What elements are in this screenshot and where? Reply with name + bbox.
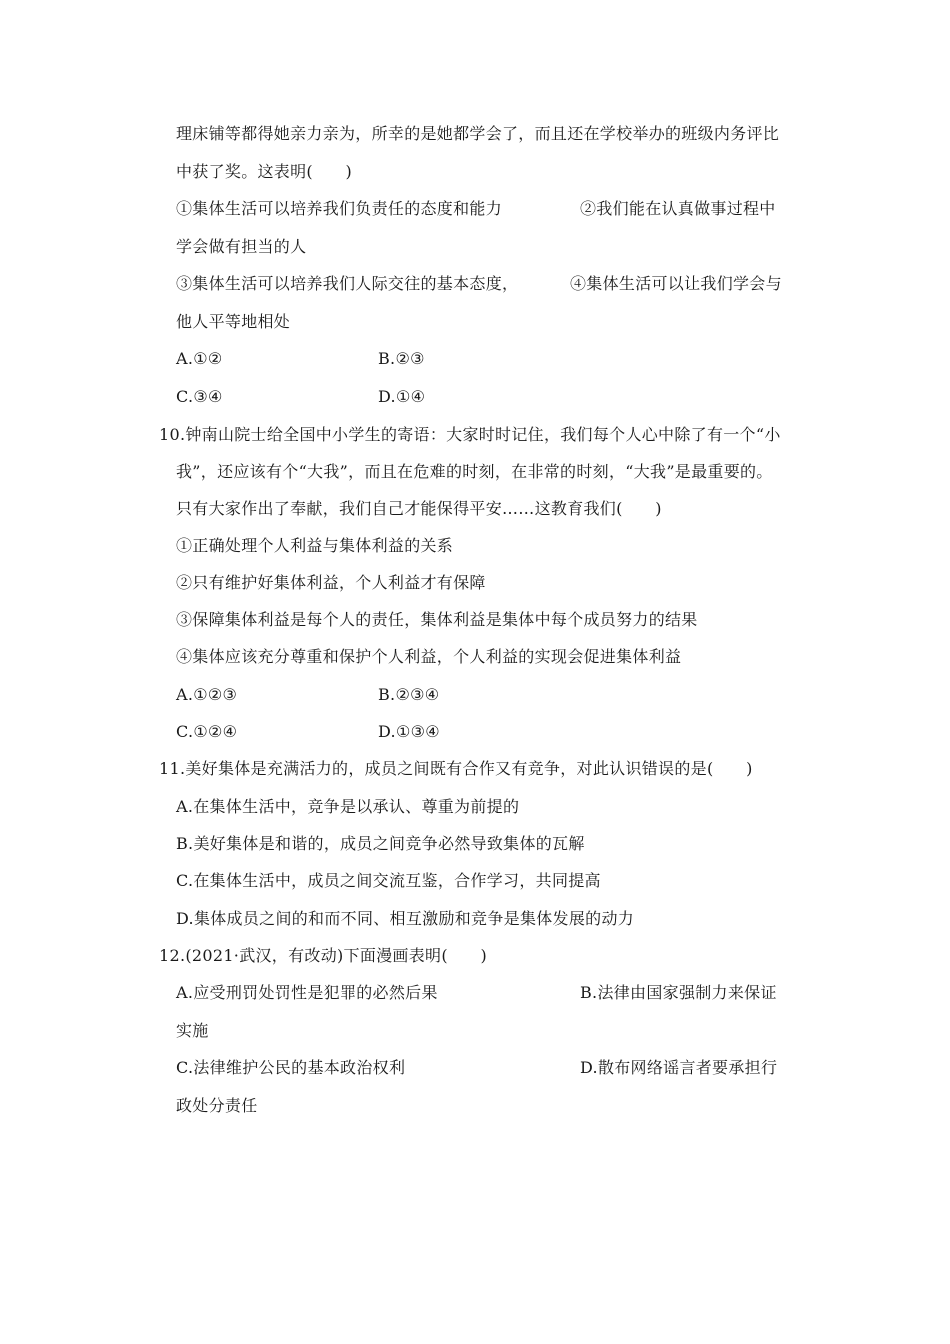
q10-option-a: A.①②③	[176, 685, 238, 704]
q9-statement-3: ③集体生活可以培养我们人际交往的基本态度，	[176, 274, 519, 293]
q12-stem: 12.(2021·武汉，有改动)下面漫画表明( )	[159, 946, 488, 965]
q9-statement-2-cont: 学会做有担当的人	[176, 237, 307, 256]
q9-statement-2: ②我们能在认真做事过程中	[580, 199, 776, 218]
q11-stem: 11.美好集体是充满活力的，成员之间既有合作又有竞争，对此认识错误的是( )	[159, 759, 753, 778]
q9-option-c: C.③④	[176, 387, 223, 406]
q10-statement-3: ③保障集体利益是每个人的责任，集体利益是集体中每个成员努力的结果	[176, 610, 698, 629]
q11-option-b: B.美好集体是和谐的，成员之间竞争必然导致集体的瓦解	[176, 834, 585, 853]
q10-option-d: D.①③④	[378, 722, 440, 741]
q10-option-b: B.②③④	[378, 685, 440, 704]
q12-option-d-cont: 政处分责任	[176, 1096, 258, 1115]
q10-stem-line-1: 10.钟南山院士给全国中小学生的寄语：大家时时记住，我们每个人心中除了有一个“小	[159, 425, 781, 444]
q9-statement-4: ④集体生活可以让我们学会与	[570, 274, 782, 293]
q10-statement-2: ②只有维护好集体利益，个人利益才有保障	[176, 573, 486, 592]
q9-stem-line-2: 中获了奖。这表明( )	[176, 162, 353, 181]
q12-option-a: A.应受刑罚处罚性是犯罪的必然后果	[176, 983, 438, 1002]
q12-option-b: B.法律由国家强制力来保证	[580, 983, 777, 1002]
q9-option-b: B.②③	[378, 349, 425, 368]
q10-stem-line-3: 只有大家作出了奉献，我们自己才能保得平安……这教育我们( )	[176, 499, 662, 518]
q11-option-a: A.在集体生活中，竞争是以承认、尊重为前提的	[176, 797, 520, 816]
q9-option-d: D.①④	[378, 387, 426, 406]
q10-statement-4: ④集体应该充分尊重和保护个人利益，个人利益的实现会促进集体利益	[176, 647, 682, 666]
q9-stem-line-1: 理床铺等都得她亲力亲为，所幸的是她都学会了，而且还在学校举办的班级内务评比	[176, 124, 780, 143]
q10-statement-1: ①正确处理个人利益与集体利益的关系	[176, 536, 454, 555]
q12-option-c: C.法律维护公民的基本政治权利	[176, 1058, 406, 1077]
q9-statement-4-cont: 他人平等地相处	[176, 312, 291, 331]
q9-option-a: A.①②	[176, 349, 223, 368]
q12-option-d: D.散布网络谣言者要承担行	[580, 1058, 778, 1077]
q9-statement-1: ①集体生活可以培养我们负责任的态度和能力	[176, 199, 503, 218]
q12-option-b-cont: 实施	[176, 1021, 209, 1040]
q11-option-c: C.在集体生活中，成员之间交流互鉴，合作学习，共同提高	[176, 871, 601, 890]
q10-stem-line-2: 我”，还应该有个“大我”，而且在危难的时刻，在非常的时刻，“大我”是最重要的。	[176, 462, 773, 481]
q10-option-c: C.①②④	[176, 722, 238, 741]
q11-option-d: D.集体成员之间的和而不同、相互激励和竞争是集体发展的动力	[176, 909, 635, 928]
